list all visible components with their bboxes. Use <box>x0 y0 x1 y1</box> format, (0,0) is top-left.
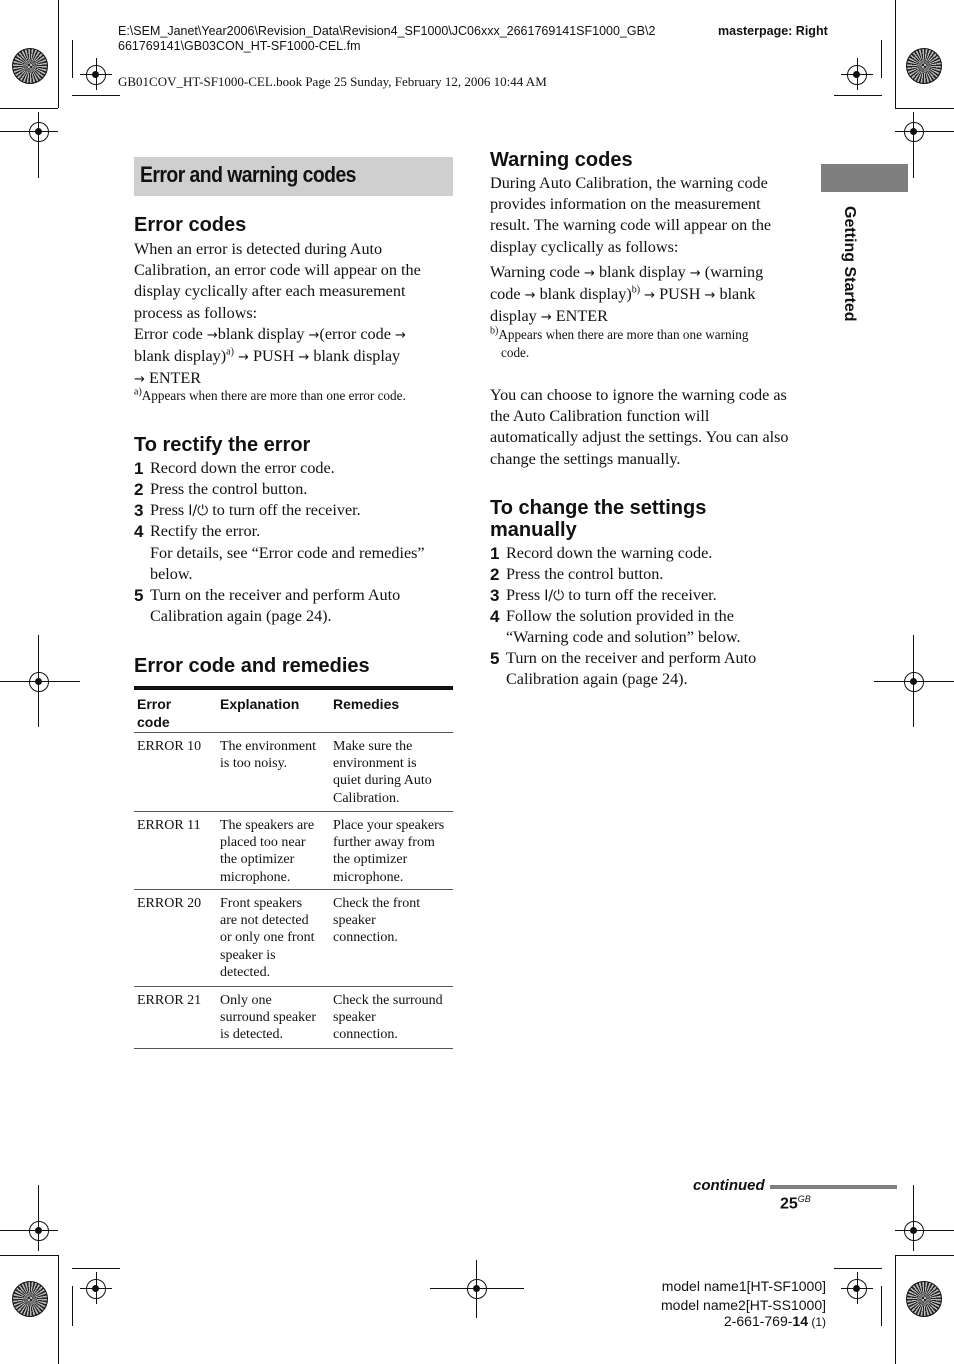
arrow-icon: → <box>238 350 249 366</box>
table-row <box>134 987 453 1049</box>
cell-code: ERROR 11 <box>137 818 201 833</box>
cell-explanation: The environment is too noisy. <box>220 739 317 772</box>
arrow-icon: → <box>704 288 716 304</box>
rectify-heading: To rectify the error <box>134 434 311 456</box>
warning-sequence: Warning code → blank display → (warning code → blank display)$^{b)}$ → PUSH → blank display → ENTER <box>490 263 764 326</box>
color-bar-rose-icon <box>906 1281 942 1317</box>
continued-label: continued <box>693 1177 765 1194</box>
cell-code: ERROR 10 <box>137 739 202 754</box>
warning-paragraph-2 <box>490 385 820 470</box>
cell-explanation: Front speakers are not detected or only one front speaker is detected. <box>220 896 315 980</box>
section-title-box <box>134 157 453 196</box>
side-tab-bar <box>821 164 908 192</box>
file-path <box>118 24 655 54</box>
text-line: automatically adjust the settings. You can also <box>490 428 789 447</box>
cell-remedy: Check the surround speaker connection. <box>333 993 443 1043</box>
color-bar-rose-icon <box>12 48 48 84</box>
header-error-code: Error code <box>137 696 172 730</box>
registration-mark-icon <box>29 122 49 142</box>
remedies-table <box>134 686 453 1049</box>
arrow-icon: → <box>298 350 310 366</box>
arrow-icon: → <box>308 327 320 343</box>
arrow-icon: → <box>134 372 145 388</box>
arrow-icon: → <box>206 327 218 343</box>
cell-explanation: The speakers are placed too near the optimizer microphone. <box>220 818 315 885</box>
remedies-heading: Error code and remedies <box>134 655 370 677</box>
registration-mark-icon <box>904 122 924 142</box>
text-line: the Auto Calibration function will <box>490 407 710 426</box>
error-sequence-line3: → ENTER <box>134 369 202 388</box>
text-line: change the settings manually. <box>490 449 681 468</box>
cell-code: ERROR 21 <box>137 993 202 1008</box>
power-icon: I/⏻ <box>544 588 565 604</box>
book-info: GB01COV_HT-SF1000-CEL.book Page 25 Sunday, February 12, 2006 10:44 AM <box>118 74 547 89</box>
file-path-line2: 661769141\GB03CON_HT-SF1000-CEL.fm <box>118 39 361 53</box>
color-bar-rose-icon <box>12 1281 48 1317</box>
table-row <box>134 890 453 987</box>
table-row <box>134 733 453 812</box>
cell-code: ERROR 20 <box>137 896 202 911</box>
cell-remedy: Make sure the environment is quiet during Auto Calibration. <box>333 739 432 806</box>
cell-remedy: Place your speakers further away from the optimizer microphone. <box>333 818 445 885</box>
registration-mark-icon <box>904 672 924 692</box>
registration-mark-icon <box>904 1221 924 1241</box>
continued-bar <box>770 1185 897 1189</box>
section-title: Error and warning codes <box>140 162 356 187</box>
error-codes-paragraph <box>134 239 459 390</box>
arrow-icon: → <box>540 310 552 326</box>
warning-codes-heading: Warning codes <box>490 149 633 171</box>
registration-mark-icon <box>467 1279 487 1299</box>
text-line: result. The warning code will appear on the <box>490 216 772 235</box>
rectify-step-5: 5 Turn on the receiver and perform Auto Calibration again (page 24). <box>134 586 401 626</box>
text-line: display cyclically after each measurement <box>134 282 406 301</box>
cell-remedy: Check the front speaker connection. <box>333 896 421 946</box>
arrow-icon: → <box>644 288 656 304</box>
model-name-1: model name1[HT-SF1000] <box>661 1278 826 1294</box>
warning-footnote: $^{b)}$Appears when there are more than one warning code. <box>490 325 749 360</box>
change-settings-heading: To change the settings manually <box>490 497 707 541</box>
change-step-5: 5 Turn on the receiver and perform Auto Calibration again (page 24). <box>490 649 757 689</box>
power-icon: I/⏻ <box>188 503 209 519</box>
file-path-line1: E:\SEM_Janet\Year2006\Revision_Data\Revision4_SF1000\JC06xxx_2661769141SF1000_GB\2 <box>118 24 656 38</box>
change-step-4: 4 Follow the solution provided in the “Warning code and solution” below. <box>490 607 741 647</box>
color-bar-rose-icon <box>906 48 942 84</box>
text-line: When an error is detected during Auto <box>134 240 383 258</box>
error-sequence-line2: blank display)$^{a)}$ → PUSH → blank display <box>134 346 401 366</box>
text-line: provides information on the measurement <box>490 195 761 214</box>
header-explanation: Explanation <box>220 696 300 712</box>
registration-mark-icon <box>29 1221 49 1241</box>
rectify-step-4: 4 Rectify the error. For details, see “Error code and remedies” below. <box>134 522 425 584</box>
arrow-icon: → <box>394 327 406 343</box>
arrow-icon: → <box>524 288 536 304</box>
model-name-2: model name2[HT-SS1000] <box>661 1297 826 1313</box>
page-number: $25^{GB}$ <box>780 1194 811 1213</box>
table-header-row <box>134 690 453 733</box>
text-line: process as follows: <box>134 303 258 322</box>
error-codes-heading: Error codes <box>134 214 247 236</box>
registration-mark-icon <box>29 672 49 692</box>
part-code: 2-661-769-14 (1) <box>723 1313 826 1329</box>
text-line: You can choose to ignore the warning code as <box>490 386 787 404</box>
header-remedies: Remedies <box>333 696 400 712</box>
cell-explanation: Only one surround speaker is detected. <box>220 993 317 1043</box>
text-line: During Auto Calibration, the warning code <box>490 174 768 192</box>
error-sequence-line1: Error code →blank display →(error code → <box>134 324 406 343</box>
masterpage-label: masterpage: Right <box>718 24 828 38</box>
table-row <box>134 812 453 890</box>
text-line: display cyclically as follows: <box>490 237 679 256</box>
warning-codes-paragraph <box>490 173 815 258</box>
side-tab-label: Getting Started <box>841 206 858 322</box>
arrow-icon: → <box>689 266 701 281</box>
error-footnote: $^{a)}$Appears when there are more than one error code. <box>134 386 406 403</box>
text-line: Calibration, an error code will appear on the <box>134 261 421 280</box>
arrow-icon: → <box>584 266 595 281</box>
